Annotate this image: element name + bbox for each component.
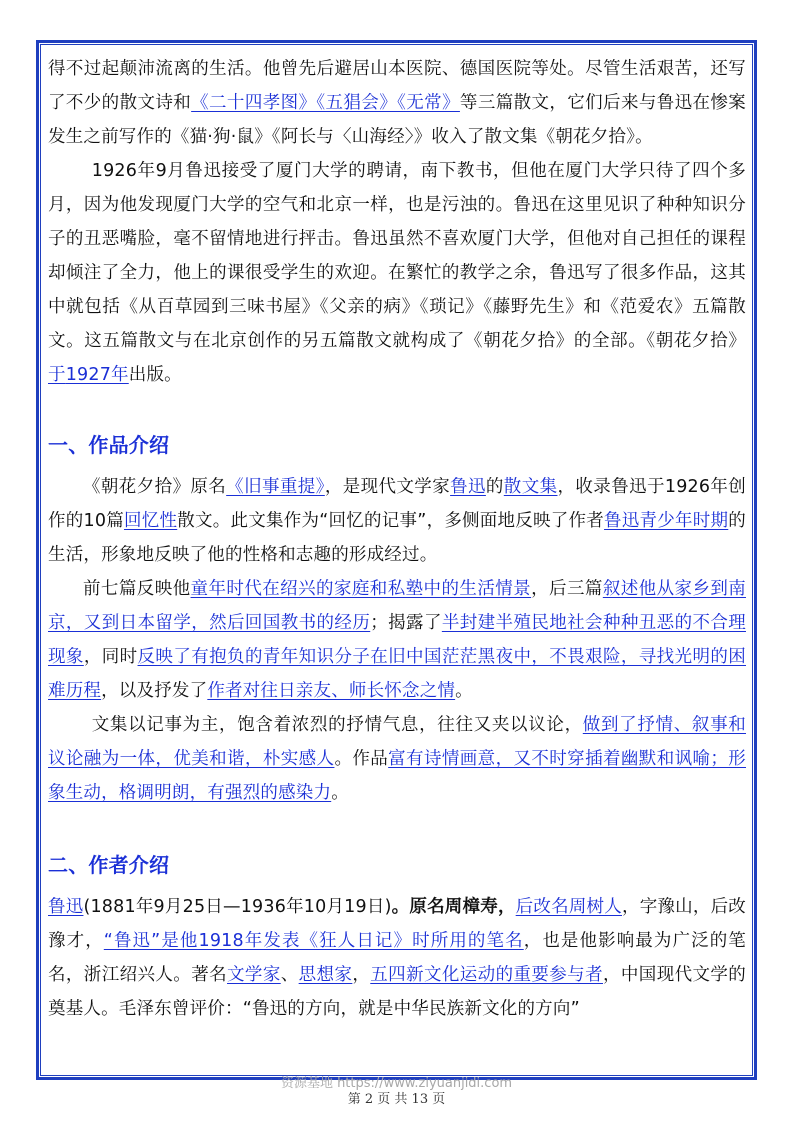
link-essay-collection[interactable]: 散文集: [503, 477, 558, 497]
link-nostalgia[interactable]: 作者对往日亲友、师长怀念之情: [207, 681, 456, 701]
link-style-fusion[interactable]: 做到了抒情、叙事和议论融为一体，优美和谐，朴实感人: [48, 715, 746, 769]
paragraph-work-intro-2: 前七篇反映他童年时代在绍兴的家庭和私塾中的生活情景，后三篇叙述他从家乡到南京，又到日本留学，然后回国教书的经历；揭露了半封建半殖民地社会种种丑恶的不合理现象，同时反映了有抱负的青年知识分子在旧中国茫茫黑夜中，不畏艰险，寻找光明的困难历程，以及抒发了作者对往日亲友、师长怀念之情。: [48, 579, 746, 701]
heading-work-intro: 一、作品介绍: [48, 433, 170, 457]
link-1927[interactable]: 1927年: [65, 365, 129, 385]
link-journey[interactable]: 叙述他从家乡到南京，又到日本留学，然后回国教书的经历: [48, 579, 746, 633]
footer-page-number: 第 2 页 共 13 页: [347, 1092, 446, 1107]
link-society-exposure[interactable]: 半封建半殖民地社会种种丑恶的不合理现象: [48, 613, 746, 667]
link-writer[interactable]: 文学家: [227, 965, 281, 985]
link-pen-name[interactable]: “鲁迅”是他1918年发表《狂人日记》时所用的笔名: [103, 931, 524, 951]
paragraph-xiamen: 1926年9月鲁迅接受了厦门大学的聘请，南下教书，但他在厦门大学只待了四个多月，因为他发现厦门大学的空气和北京一样，也是污浊的。鲁迅在这里见识了种种知识分子的丑恶嘴脸，毫不留情地进行抨击。鲁迅虽然不喜欢厦门大学，但他对自己担任的课程却倾注了全力，他上的课很受学生的欢迎。在繁忙的教学之余，鲁迅写了很多作品，这其中就包括《从百草园到三味书屋》《父亲的病》《琐记》《藤野先生》和《范爱农》五篇散文。这五篇散文与在北京创作的另五篇散文就构成了《朝花夕拾》的全部。《朝花夕拾》于1927年出版。: [48, 161, 746, 385]
link-youth-struggle[interactable]: 反映了有抱负的青年知识分子在旧中国茫茫黑夜中，不畏艰险，寻找光明的困难历程: [48, 647, 746, 701]
link-childhood-scenes[interactable]: 童年时代在绍兴的家庭和私塾中的生活情景: [190, 579, 532, 599]
link-yu[interactable]: 于: [48, 365, 66, 385]
link-renamed[interactable]: 后改名周树人: [515, 897, 622, 917]
link-luxun-author[interactable]: 鲁迅: [48, 897, 84, 917]
paragraph-work-intro-3: 文集以记事为主，饱含着浓烈的抒情气息，往往又夹以议论，做到了抒情、叙事和议论融为一体，优美和谐，朴实感人。作品富有诗情画意，又不时穿插着幽默和讽喻；形象生动，格调明朗，有强烈的感染力。: [48, 715, 746, 803]
link-may-fourth[interactable]: 五四新文化运动的重要参与者: [370, 965, 603, 985]
link-three-essays[interactable]: 《二十四孝图》《五猖会》《无常》: [191, 93, 460, 113]
paragraph-intro-continued: 得不过起颠沛流离的生活。他曾先后避居山本医院、德国医院等处。尽管生活艰苦，还写了不少的散文诗和《二十四孝图》《五猖会》《无常》等三篇散文，它们后来与鲁迅在惨案发生之前写作的《猫·狗·鼠》《阿长与〈山海经〉》收入了散文集《朝花夕拾》。: [48, 59, 746, 147]
link-luxun[interactable]: 鲁迅: [450, 477, 486, 497]
footer-watermark-site: 资源基地 https://www.ziyuanjidi.com: [280, 1076, 513, 1091]
heading-author-intro: 二、作者介绍: [48, 853, 170, 877]
link-youth-period[interactable]: 鲁迅青少年时期: [604, 511, 729, 531]
paragraph-work-intro-1: 《朝花夕拾》原名《旧事重提》，是现代文学家鲁迅的散文集，收录鲁迅于1926年创作的10篇回忆性散文。此文集作为“回忆的记事”，多侧面地反映了作者鲁迅青少年时期的生活，形象地反映了他的性格和志趣的形成经过。: [48, 477, 747, 565]
link-thinker[interactable]: 思想家: [298, 965, 353, 985]
document-body: [48, 52, 746, 1026]
paragraph-author-intro: 鲁迅(1881年9月25日—1936年10月19日)。原名周樟寿，后改名周树人，字豫山，后改豫才，“鲁迅”是他1918年发表《狂人日记》时所用的笔名，也是他影响最为广泛的笔名，浙江绍兴人。著名文学家、思想家，五四新文化运动的重要参与者，中国现代文学的奠基人。毛泽东曾评价：“鲁迅的方向，就是中华民族新文化的方向”: [48, 897, 746, 1019]
link-memoir[interactable]: 回忆性: [123, 511, 178, 531]
link-style-poetic[interactable]: 富有诗情画意，又不时穿插着幽默和讽喻；形象生动，格调明朗，有强烈的感染力: [48, 749, 746, 803]
link-original-title[interactable]: 《旧事重提》: [226, 477, 325, 497]
